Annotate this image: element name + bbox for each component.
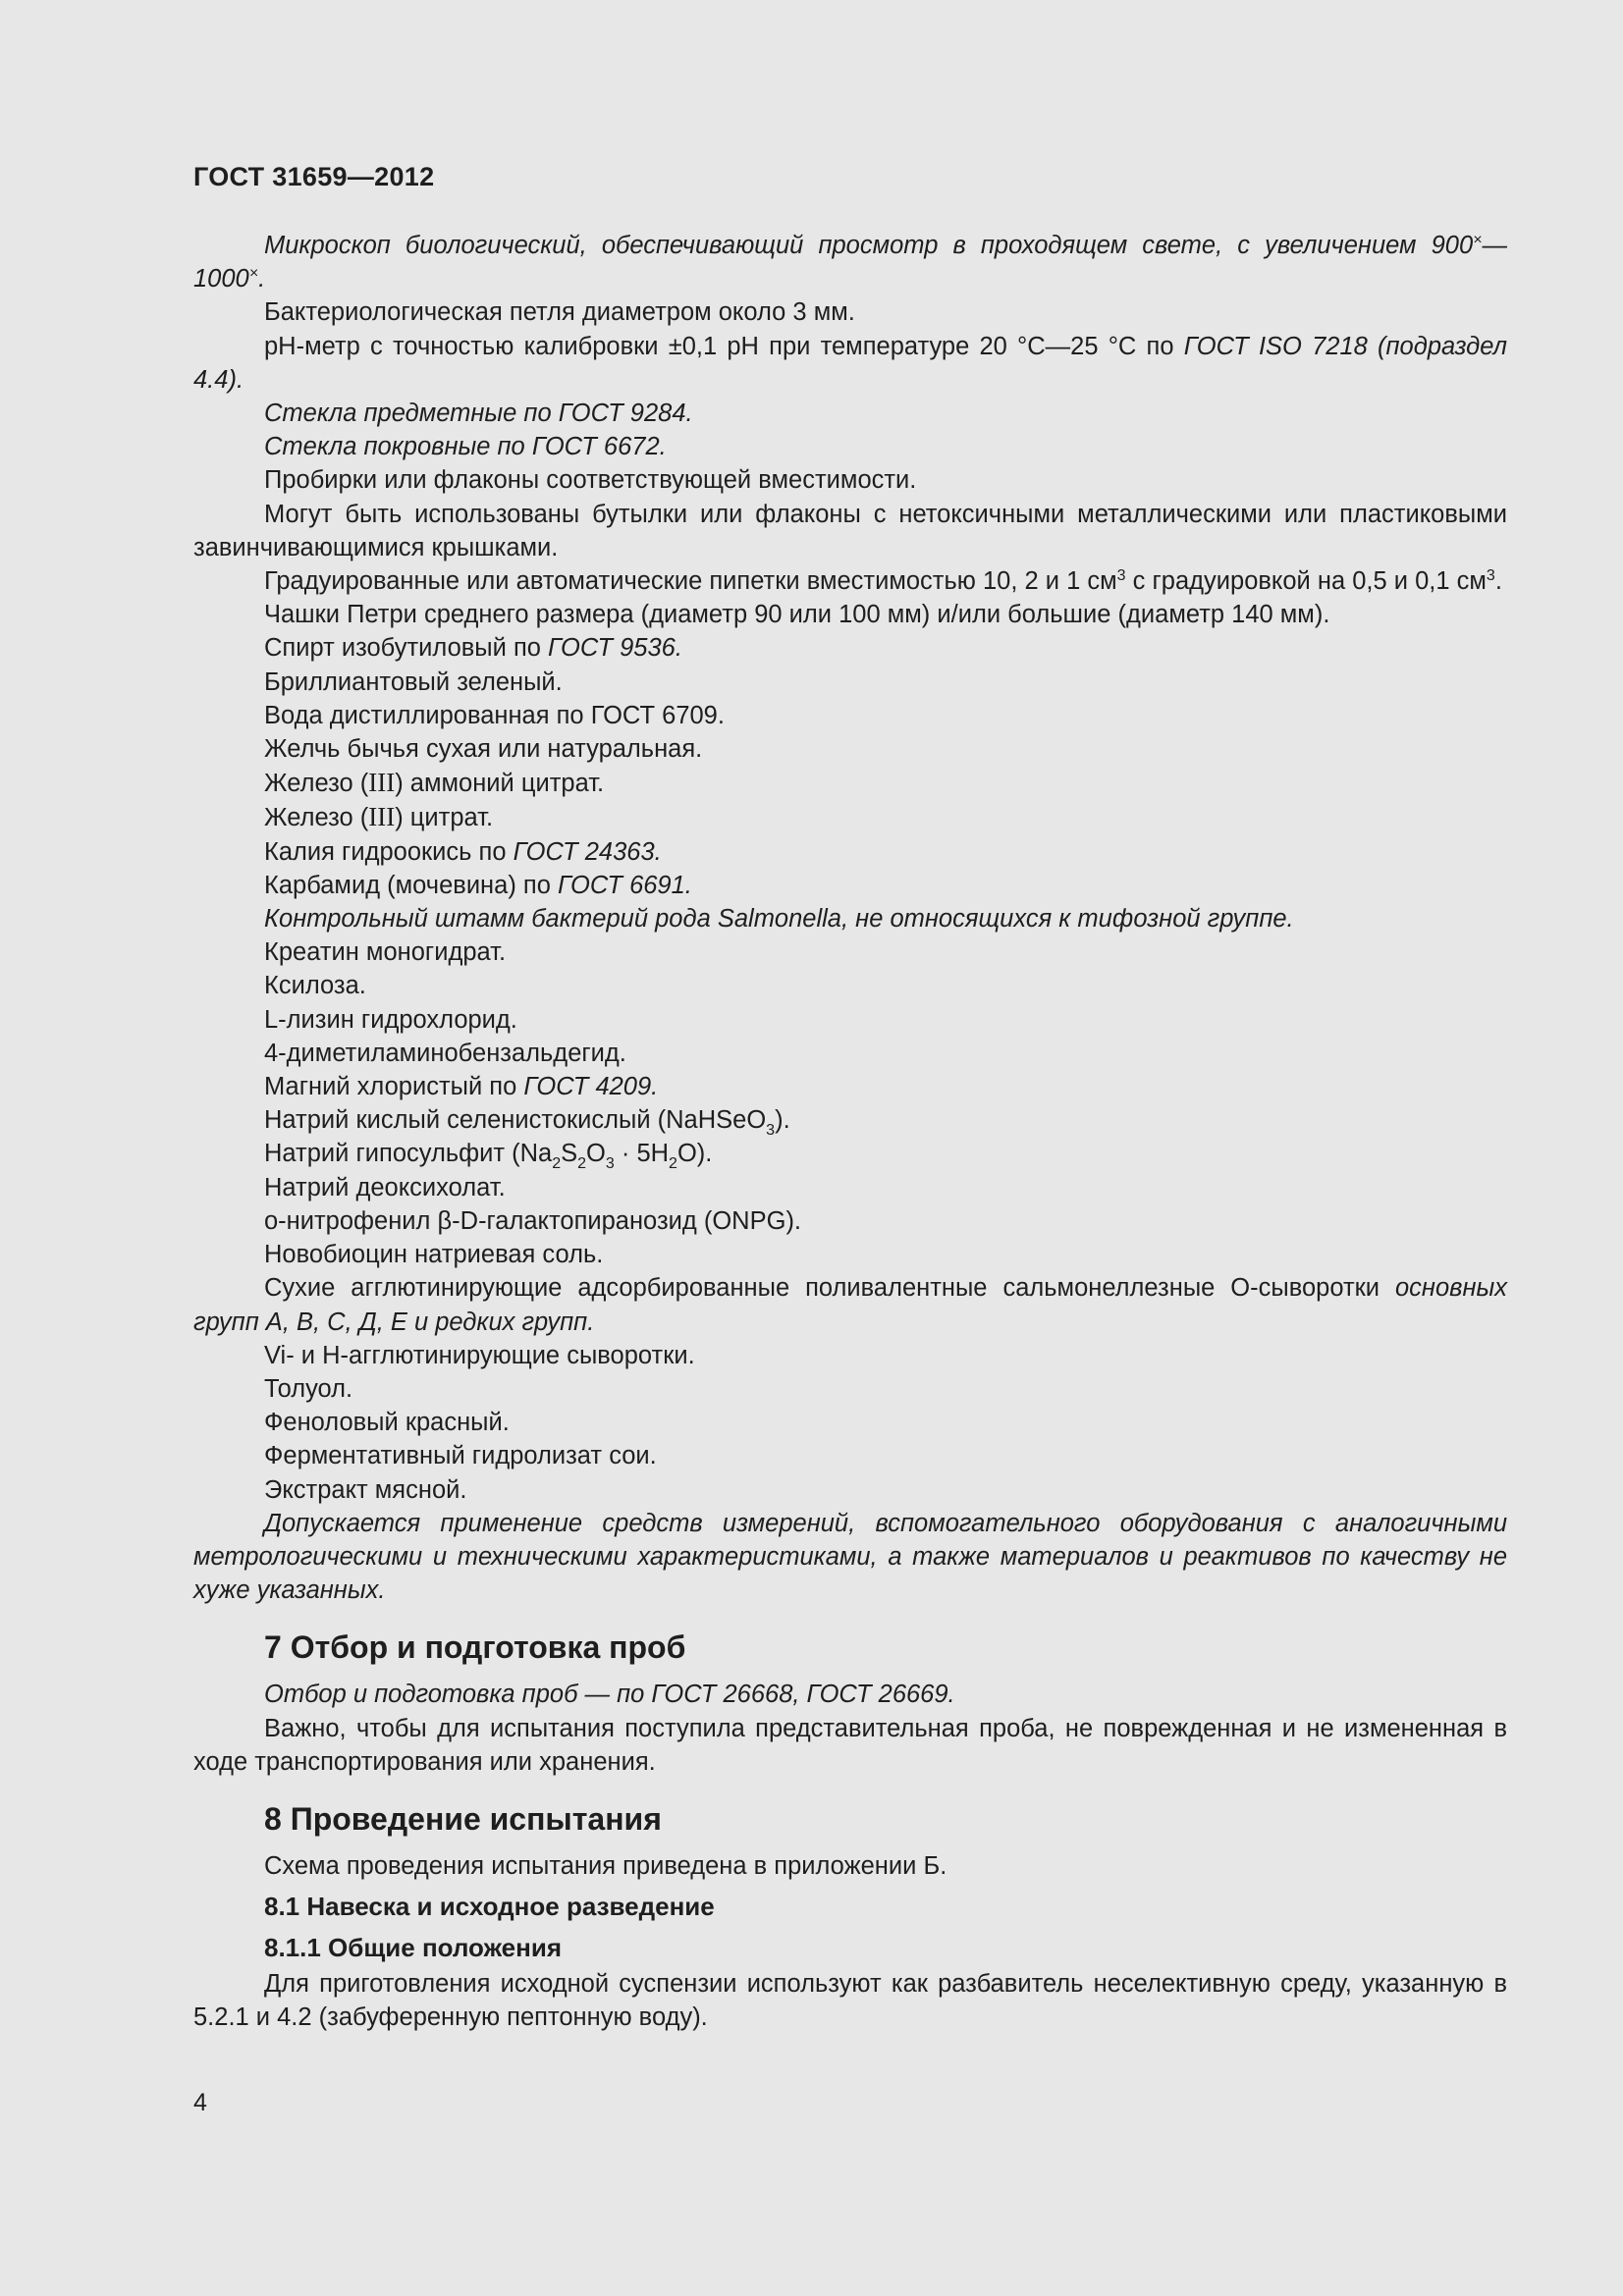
para-pipettes: Градуированные или автоматические пипетки вместимостью 10, 2 и 1 $см^3$ с градуировкой на 0,5 и 0,1 $см^3$. (264, 567, 1502, 596)
para-magnesium: Магний хлористый по ГОСТ 4209. (264, 1073, 659, 1101)
para-microscope: Микроскоп биологический, обеспечивающий просмотр в проходящем свете, с увеличением 900×—1000×. (193, 232, 1507, 294)
para-isobutyl: Спирт изобутиловый по ГОСТ 9536. (264, 634, 682, 663)
para-scheme: Схема проведения испытания приведена в приложении Б. (264, 1851, 947, 1880)
para-meat: Экстракт мясной. (264, 1475, 467, 1504)
para-xylose: Ксилоза. (264, 972, 366, 1000)
para-creatine: Креатин моногидрат. (264, 938, 507, 967)
para-novobiocin: Новобиоцин натриевая соль. (264, 1241, 604, 1269)
para-covers: Стекла покровные по ГОСТ 6672. (264, 433, 667, 461)
document-body (193, 229, 1507, 2035)
para-deoxycholate: Натрий деоксихолат. (264, 1173, 506, 1201)
para-sampling: Отбор и подготовка проб — по ГОСТ 26668, ГОСТ 26669. (264, 1681, 955, 1709)
page-number: 4 (193, 2089, 207, 2116)
para-phenol-red: Феноловый красный. (264, 1409, 510, 1437)
subsection-8-1-heading: 8.1 Навеска и исходное разведение (264, 1892, 715, 1922)
para-toluene: Толуол. (264, 1374, 353, 1403)
para-bottles: Могут быть использованы бутылки или флаконы с нетоксичными металлическими или пластиковыми завинчивающимися крышками. (193, 500, 1507, 561)
para-sera-vh: Vi- и Н-агглютинирующие сыворотки. (264, 1341, 695, 1369)
para-allowed: Допускается применение средств измерений, вспомогательного оборудования с аналогичными метрологическими и техническими характеристиками, а также материалов и реактивов по качеству не хуже указанных. (193, 1509, 1507, 1605)
section-7-heading: 7 Отбор и подготовка проб (264, 1629, 686, 1666)
para-loop: Бактериологическая петля диаметром около 3 мм. (264, 298, 855, 327)
para-phmeter: рН-метр с точностью калибровки ±0,1 рН при температуре 20 °С—25 °С по ГОСТ ISO 7218 (подраздел 4.4). (193, 332, 1507, 394)
para-representative-sample: Важно, чтобы для испытания поступила представительная проба, не поврежденная и не измененная в ходе транспортирования или хранения. (193, 1714, 1507, 1776)
para-selenite: Натрий кислый селенистокислый (NaHSeO$_3$). (264, 1106, 790, 1140)
para-iron-citrate: Железо (III) цитрат. (264, 802, 494, 832)
para-lysine: L-лизин гидрохлорид. (264, 1005, 517, 1034)
para-thiosulfate: Натрий гипосульфит $(Na_2S_2O_3 \cdot 5H_2O)$. (264, 1140, 713, 1173)
para-slides: Стекла предметные по ГОСТ 9284. (264, 400, 693, 428)
para-bile: Желчь бычья сухая или натуральная. (264, 735, 703, 764)
para-water: Вода дистиллированная по ГОСТ 6709. (264, 701, 725, 729)
para-brilliant: Бриллиантовый зеленый. (264, 667, 563, 696)
para-sera-o: Сухие агглютинирующие адсорбированные поливалентные сальмонеллезные О-сыворотки основных групп А, В, С, Д, Е и редких групп. (193, 1274, 1507, 1336)
subsection-8-1-1-heading: 8.1.1 Общие положения (264, 1933, 562, 1963)
para-carbamide: Карбамид (мочевина) по ГОСТ 6691. (264, 871, 692, 899)
para-potassium: Калия гидроокись по ГОСТ 24363. (264, 837, 662, 866)
para-soy: Ферментативный гидролизат сои. (264, 1442, 657, 1470)
para-petri: Чашки Петри среднего размера (диаметр 90 или 100 мм) и/или большие (диаметр 140 мм). (264, 601, 1330, 629)
section-8-heading: 8 Проведение испытания (264, 1800, 662, 1837)
para-dimethyl: 4-диметиламинобензальдегид. (264, 1039, 626, 1067)
para-tubes: Пробирки или флаконы соответствующей вместимости. (264, 466, 917, 495)
para-iron-ammonium: Железо (III) аммоний цитрат. (264, 768, 605, 798)
para-control-strain: Контрольный штамм бактерий рода Salmonella, не относящихся к тифозной группе. (264, 905, 1294, 934)
para-onpg: о-нитрофенил β-D-галактопиранозид (ONPG). (264, 1206, 802, 1235)
para-suspension: Для приготовления исходной суспензии используют как разбавитель неселективную среду, указанную в 5.2.1 и 4.2 (забуференную пептонную воду). (193, 1970, 1507, 2032)
document-header: ГОСТ 31659—2012 (193, 162, 435, 191)
